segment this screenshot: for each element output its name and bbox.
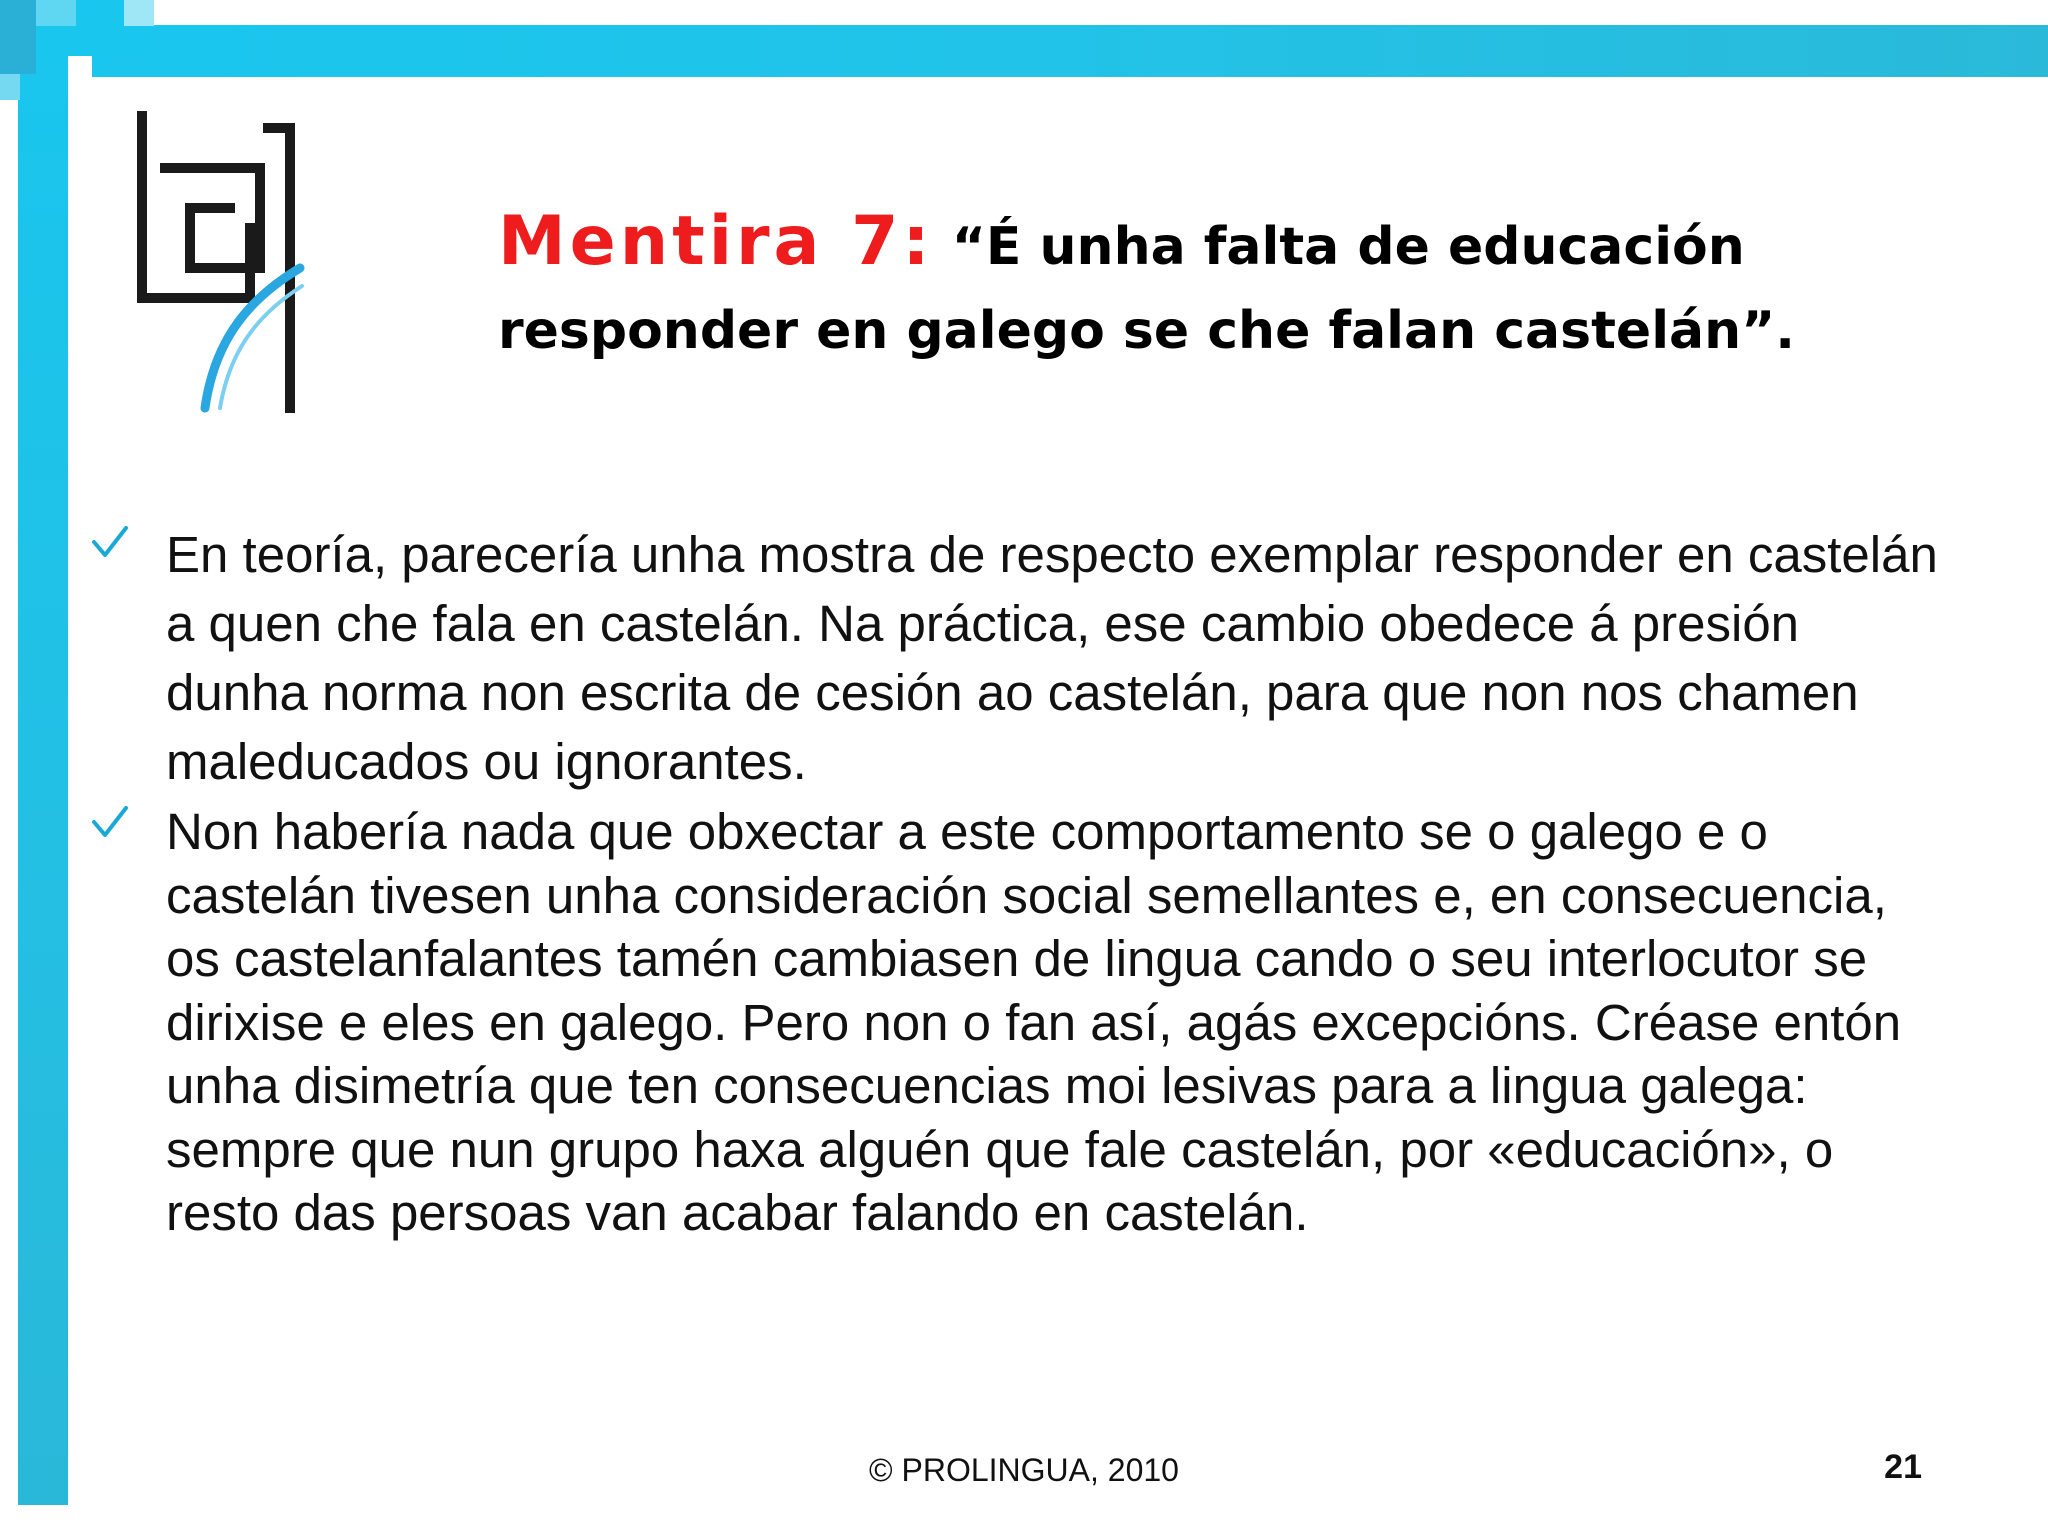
bullet-item: [90, 800, 1950, 1245]
check-icon: [90, 522, 130, 562]
corner-decoration: [60, 26, 152, 56]
bullet-list: [90, 520, 1950, 1245]
title-quote: “É unha falta de educación responder en galego se che falan castelán”.: [498, 217, 1796, 361]
slide-title: [498, 200, 1978, 373]
page-number: 21: [1884, 1448, 1922, 1486]
title-lead: Mentira 7:: [498, 202, 934, 281]
corner-decoration: [36, 0, 76, 26]
left-frame-bar: [18, 25, 68, 1505]
bullet-text: En teoría, parecería unha mostra de respecto exemplar responder en castelán a quen che fala en castelán. Na práctica, ese cambio obedece á presión dunha norma non escrita de cesión ao castelán, para que non nos chamen maleducados ou ignorantes.: [166, 526, 1938, 790]
corner-decoration: [76, 0, 124, 26]
prolingua-logo: [130, 108, 310, 418]
corner-decoration: [124, 0, 154, 26]
corner-decoration: [68, 56, 92, 100]
bullet-item: [90, 520, 1950, 796]
check-icon: [90, 802, 130, 842]
corner-decoration: [0, 0, 36, 74]
corner-decoration: [0, 74, 20, 100]
bullet-text: Non habería nada que obxectar a este comportamento se o galego e o castelán tivesen unha consideración social semellantes e, en consecuencia, os castelanfalantes tamén cambiasen de lingua cando o seu interlocutor se dirixise e eles en galego. Pero non o fan así, agás excepcións. Créase entón unha disimetría que ten consecuencias moi lesivas para a lingua galega: sempre que nun grupo haxa alguén que fale castelán, por «educación», o resto das persoas van acabar falando en castelán.: [166, 803, 1902, 1241]
copyright-footer: © PROLINGUA, 2010: [869, 1452, 1179, 1488]
top-frame-bar: [60, 25, 2048, 77]
